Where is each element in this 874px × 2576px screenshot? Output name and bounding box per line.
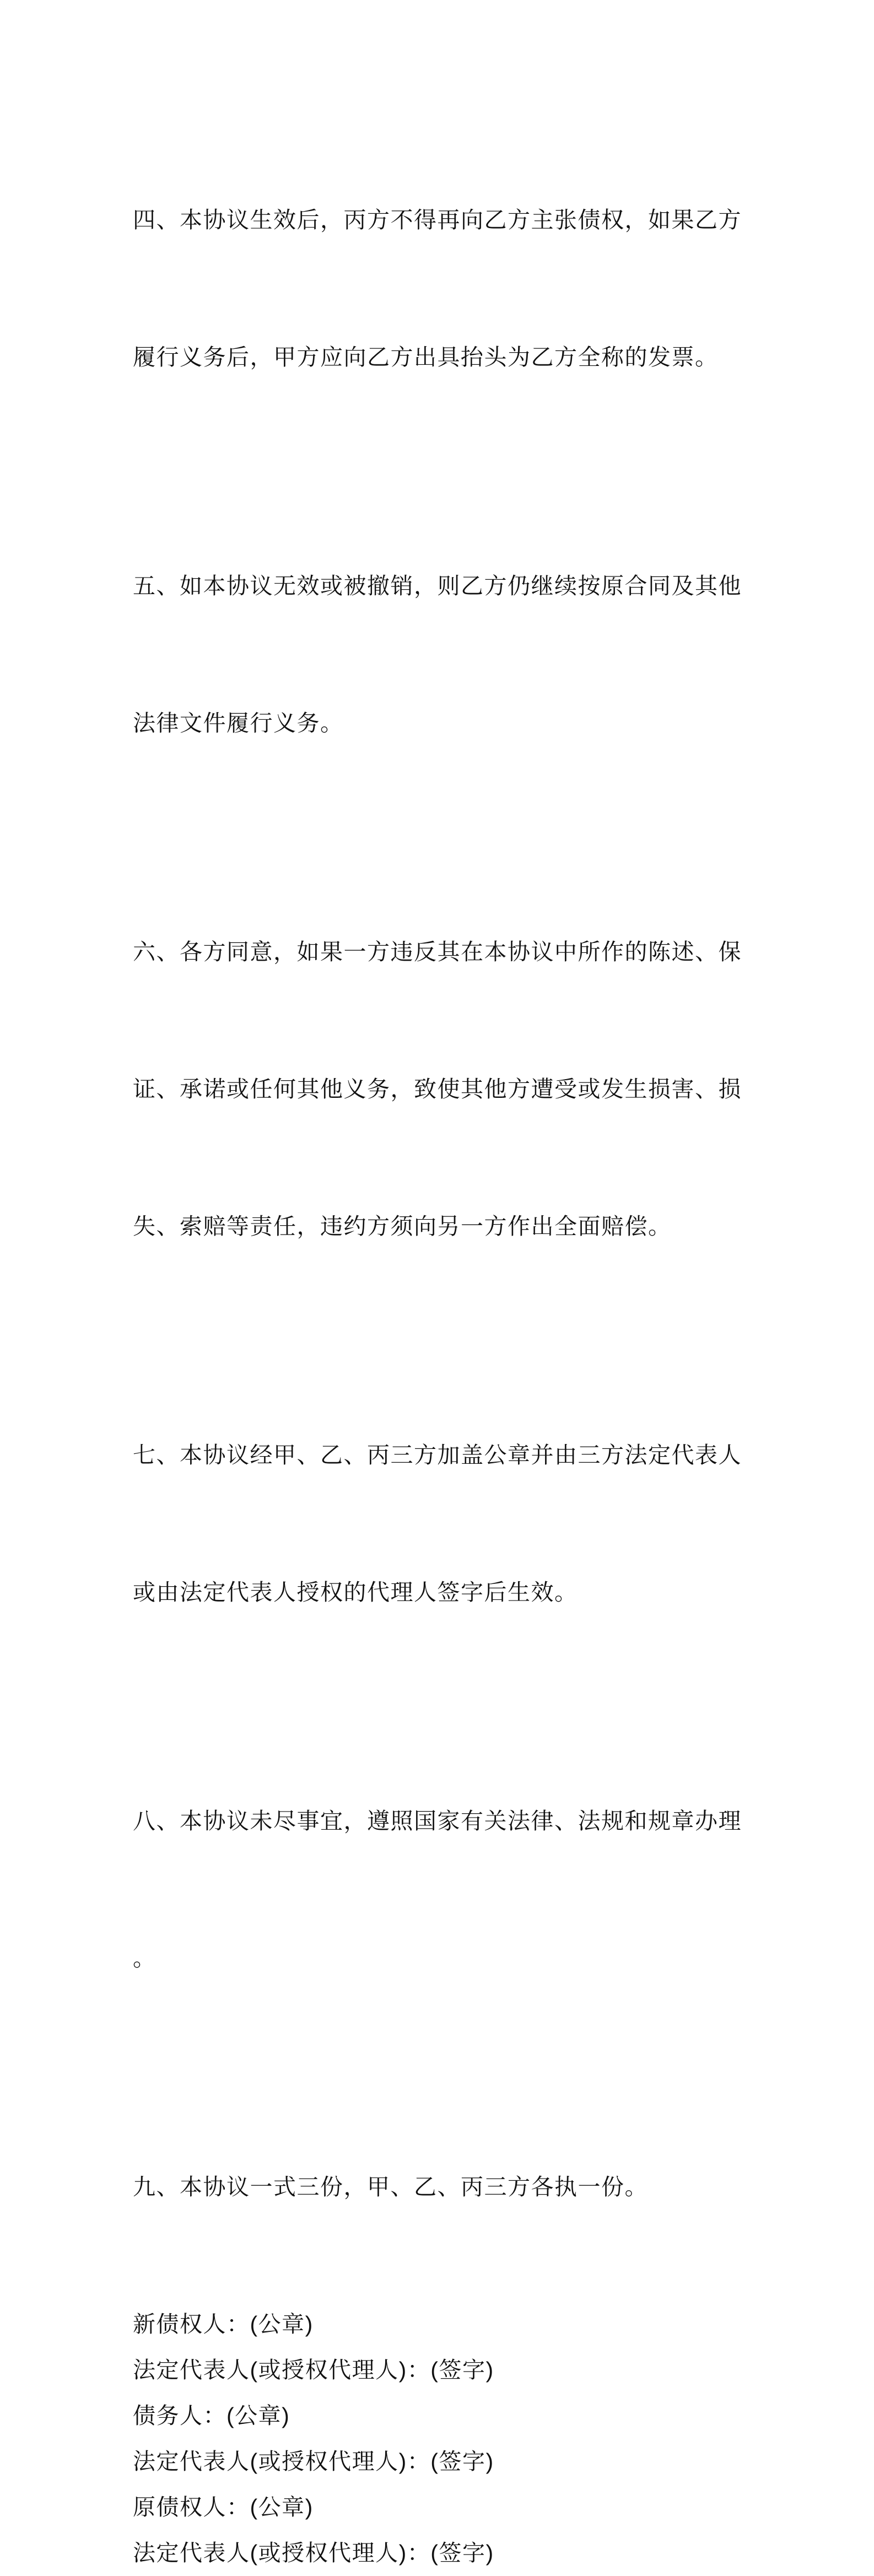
clause-line: 五、如本协议无效或被撤销，则乙方仍继续按原合同及其他	[133, 573, 742, 599]
clause-line: 八、本协议未尽事宜，遵照国家有关法律、法规和规章办理	[133, 1808, 742, 1834]
debtor-representative-signature-line: 法定代表人(或授权代理人)：(签字)	[133, 2449, 494, 2474]
clause-line: 九、本协议一式三份，甲、乙、丙三方各执一份。	[133, 2174, 648, 2200]
clause-line: 履行义务后，甲方应向乙方出具抬头为乙方全称的发票。	[133, 344, 719, 370]
clause-line: 或由法定代表人授权的代理人签字后生效。	[133, 1580, 578, 1605]
document-body	[133, 106, 750, 2576]
clause-9	[133, 2073, 750, 2302]
clause-line: 六、各方同意，如果一方违反其在本协议中所作的陈述、保	[133, 939, 742, 964]
original-creditor-seal-line: 原债权人：(公章)	[133, 2494, 314, 2520]
clause-5	[133, 472, 750, 838]
clause-line: 法律文件履行义务。	[133, 710, 344, 736]
new-creditor-seal-line: 新债权人：(公章)	[133, 2311, 314, 2337]
original-creditor-representative-signature-line: 法定代表人(或授权代理人)：(签字)	[133, 2540, 494, 2566]
clause-8	[133, 1707, 750, 2073]
clause-line: 失、索赔等责任，违约方须向另一方作出全面赔偿。	[133, 1214, 672, 1239]
clause-6	[133, 838, 750, 1341]
clause-line: 七、本协议经甲、乙、丙三方加盖公章并由三方法定代表人	[133, 1442, 742, 1468]
debtor-seal-line: 债务人：(公章)	[133, 2403, 290, 2428]
clause-line: 。	[133, 1946, 157, 1971]
clause-4	[133, 106, 750, 472]
clause-line: 证、承诺或任何其他义务，致使其他方遭受或发生损害、损	[133, 1076, 742, 1102]
new-creditor-representative-signature-line: 法定代表人(或授权代理人)：(签字)	[133, 2357, 494, 2383]
clause-line: 四、本协议生效后，丙方不得再向乙方主张债权，如果乙方	[133, 207, 742, 233]
clause-7	[133, 1341, 750, 1707]
